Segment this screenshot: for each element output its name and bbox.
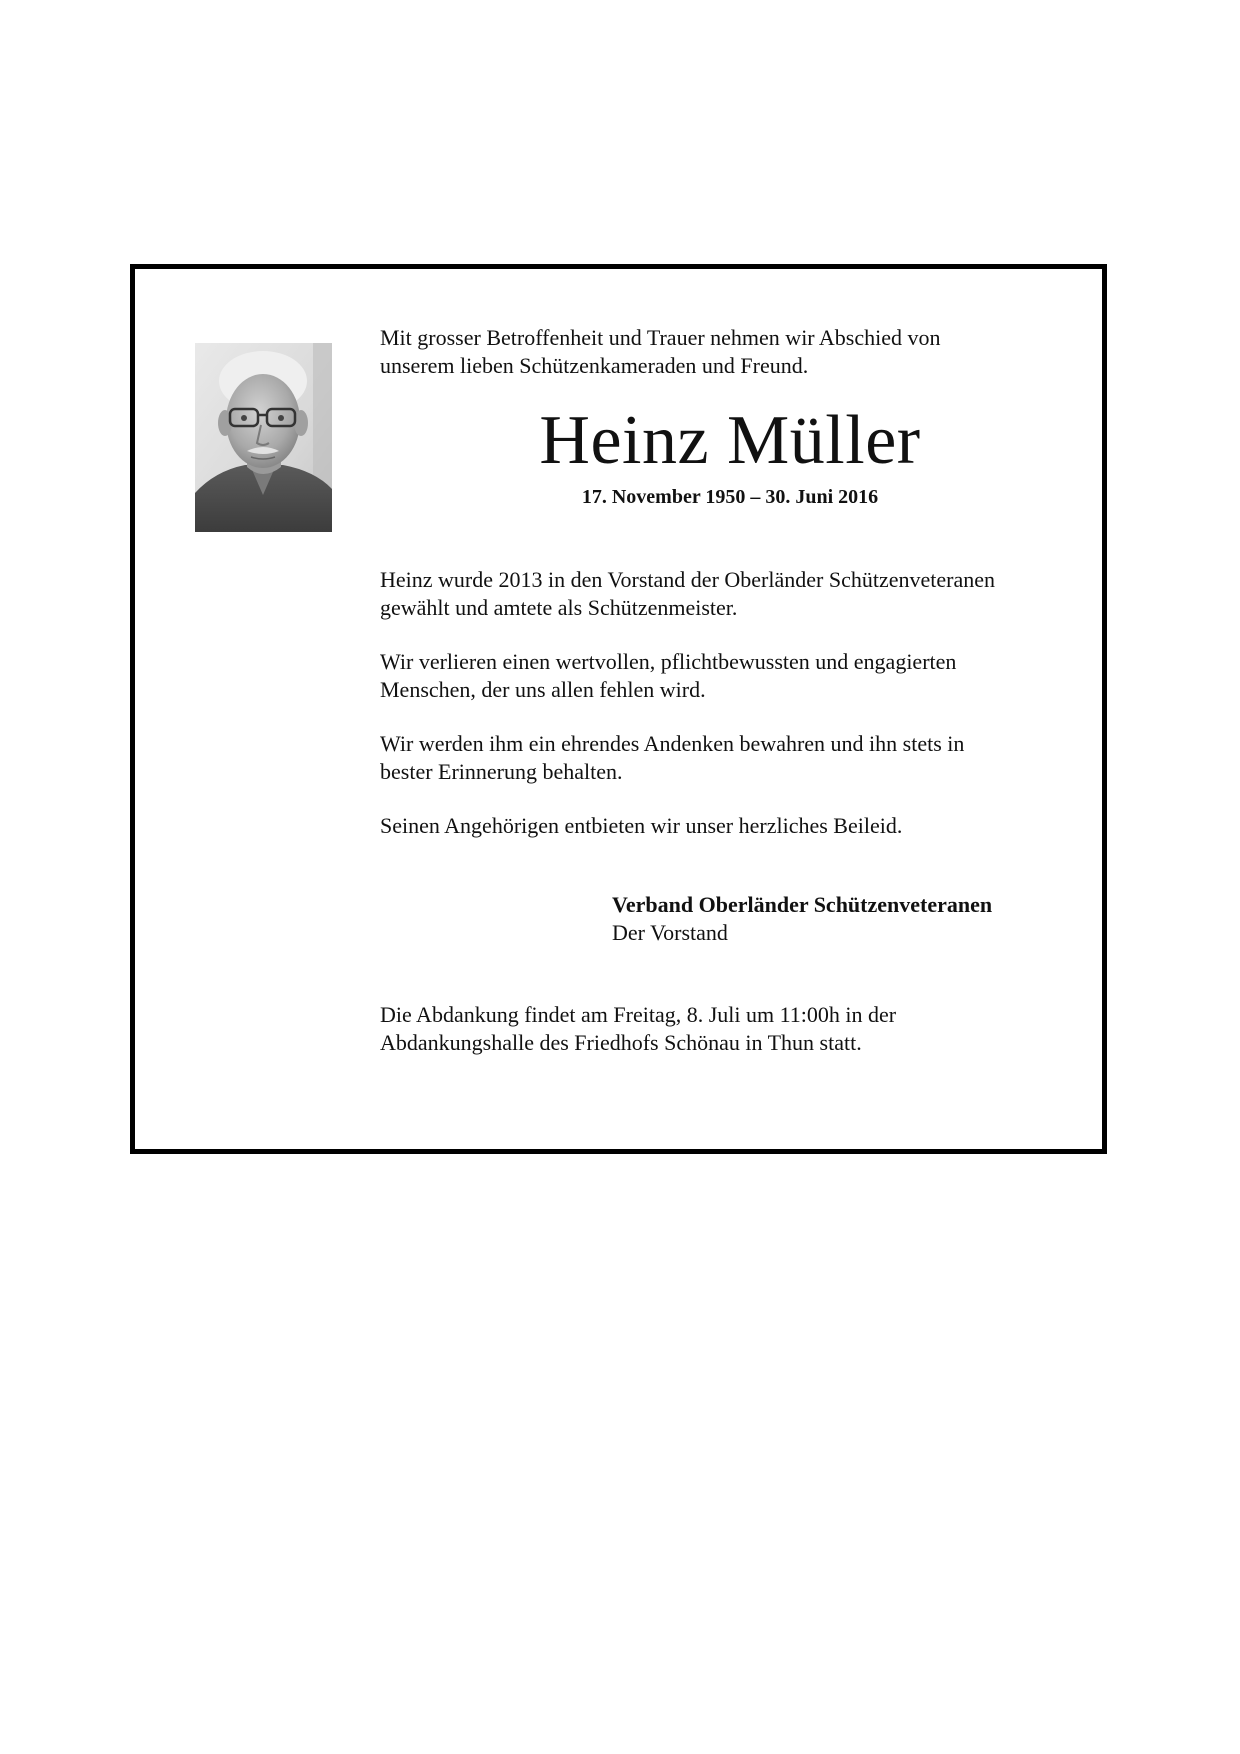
deceased-name: Heinz Müller: [539, 402, 921, 479]
paragraph-line: gewählt und amtete als Schützenmeister.: [380, 595, 738, 620]
paragraph-line: Seinen Angehörigen entbieten wir unser herzliches Beileid.: [380, 813, 903, 838]
paragraph-line: Wir werden ihm ein ehrendes Andenken bewahren und ihn stets in: [380, 731, 965, 756]
paragraph-memory: [380, 730, 1080, 786]
signature-body: Der Vorstand: [612, 920, 728, 945]
ceremony-line: Abdankungshalle des Friedhofs Schönau in Thun statt.: [380, 1030, 862, 1055]
paragraph-board: [380, 566, 1080, 622]
obituary-content: [380, 324, 1080, 1057]
signature-block: [612, 891, 1080, 947]
paragraph-line: Menschen, der uns allen fehlen wird.: [380, 677, 706, 702]
intro-line: Mit grosser Betroffenheit und Trauer nehmen wir Abschied von: [380, 325, 941, 350]
paragraph-line: bester Erinnerung behalten.: [380, 759, 623, 784]
life-dates: 17. November 1950 – 30. Juni 2016: [581, 486, 879, 508]
paragraph-line: Heinz wurde 2013 in den Vorstand der Oberländer Schützenveteranen: [380, 567, 995, 592]
paragraph-condolence: [380, 812, 1080, 840]
intro-text: [380, 324, 1080, 380]
paragraph-line: Wir verlieren einen wertvollen, pflichtbewussten und engagierten: [380, 649, 957, 674]
ceremony-line: Die Abdankung findet am Freitag, 8. Juli um 11:00h in der: [380, 1002, 897, 1027]
ceremony-info: [380, 1001, 1080, 1057]
portrait-photo: [195, 343, 332, 532]
intro-line: unserem lieben Schützenkameraden und Freund.: [380, 353, 809, 378]
signature-organization: Verband Oberländer Schützenveteranen: [612, 892, 993, 917]
obituary-frame: [130, 264, 1107, 1154]
paragraph-loss: [380, 648, 1080, 704]
